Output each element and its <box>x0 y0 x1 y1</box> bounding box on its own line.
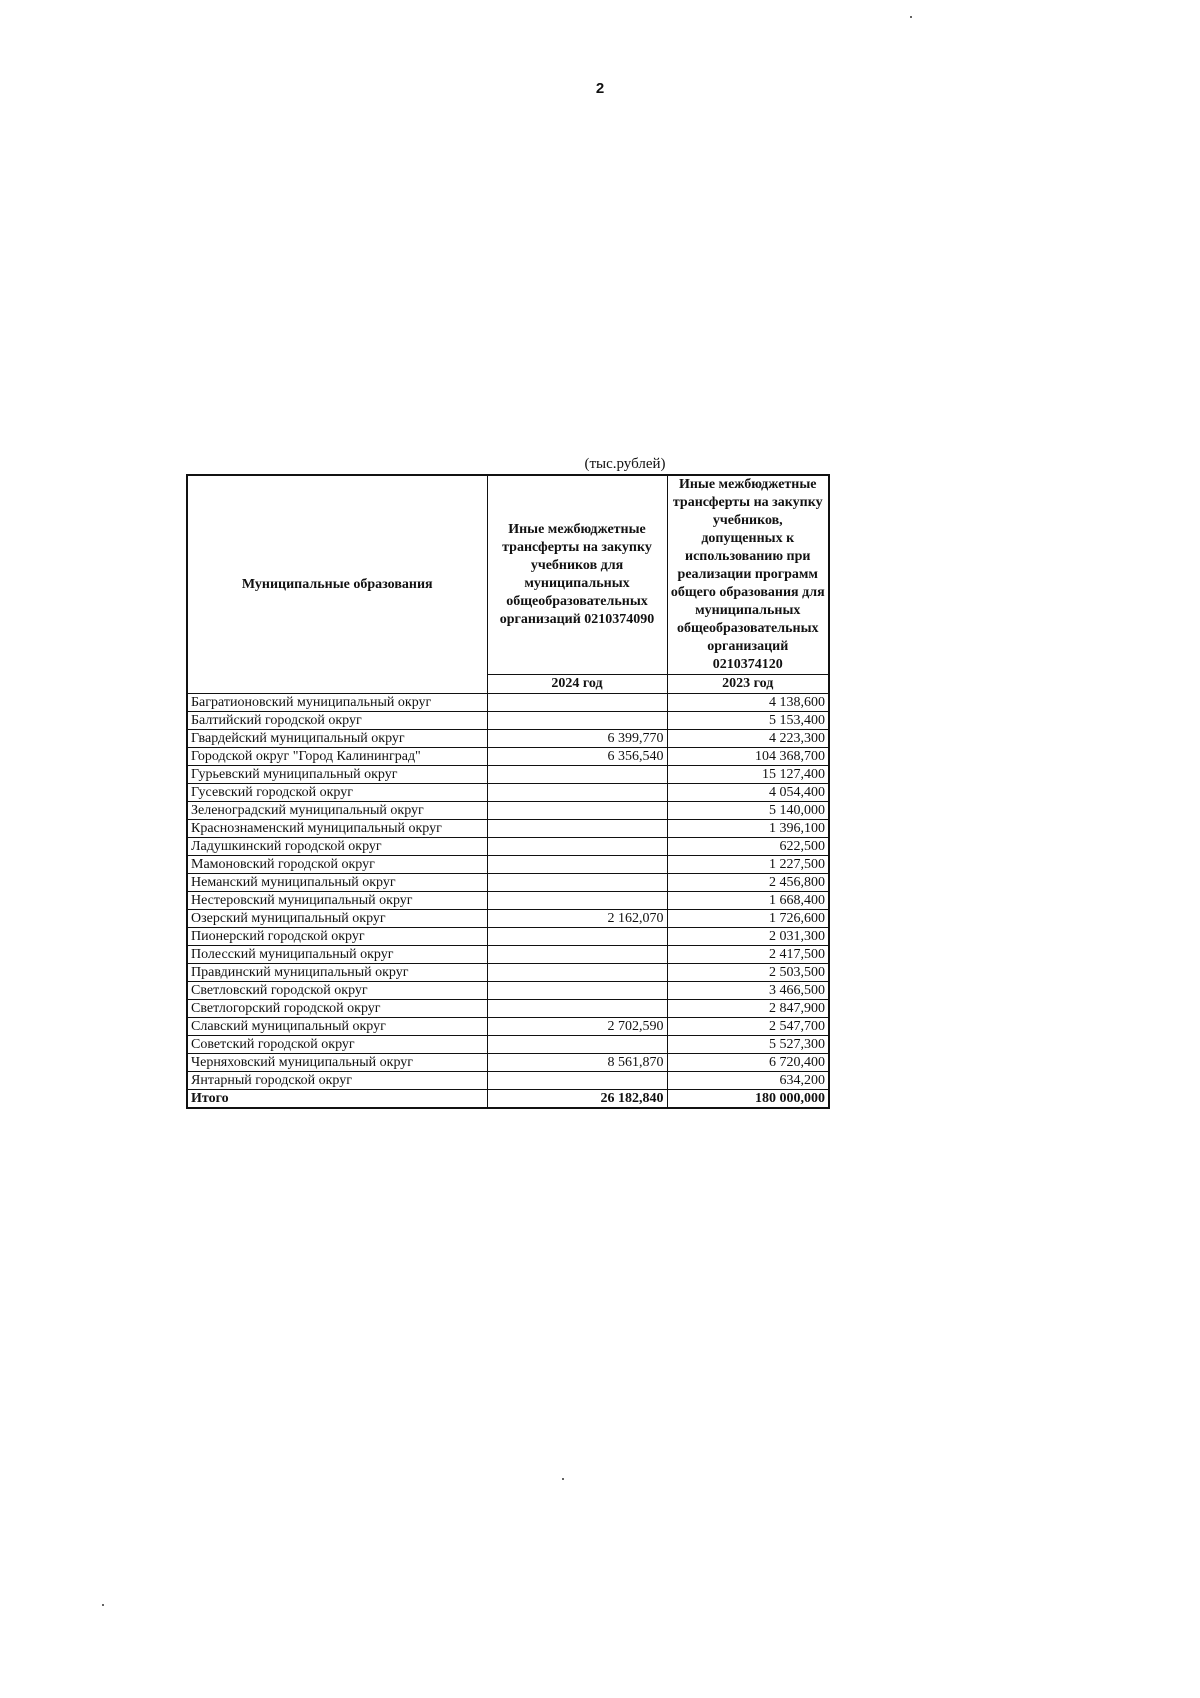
table-row <box>187 946 829 964</box>
amount-2023: 1 726,600 <box>667 910 829 928</box>
header-year-a: 2024 год <box>487 675 667 694</box>
transfers-table <box>186 474 830 1109</box>
total-label: Итого <box>187 1090 487 1109</box>
amount-2023: 4 054,400 <box>667 784 829 802</box>
table-row <box>187 694 829 712</box>
header-year-b: 2023 год <box>667 675 829 694</box>
table-row <box>187 748 829 766</box>
amount-2024 <box>487 784 667 802</box>
units-label: (тыс.рублей) <box>584 456 666 472</box>
table-row <box>187 820 829 838</box>
amount-2023: 2 031,300 <box>667 928 829 946</box>
amount-2024 <box>487 892 667 910</box>
amount-2023: 2 547,700 <box>667 1018 829 1036</box>
table-row <box>187 838 829 856</box>
amount-2024 <box>487 874 667 892</box>
table-row <box>187 766 829 784</box>
table-row <box>187 964 829 982</box>
municipality-name: Советский городской округ <box>187 1036 487 1054</box>
table-row <box>187 784 829 802</box>
amount-2024: 6 399,770 <box>487 730 667 748</box>
amount-2024 <box>487 820 667 838</box>
amount-2024 <box>487 982 667 1000</box>
table-header-row <box>187 475 829 675</box>
municipality-name: Пионерский городской округ <box>187 928 487 946</box>
municipality-name: Багратионовский муниципальный округ <box>187 694 487 712</box>
amount-2023: 15 127,400 <box>667 766 829 784</box>
header-col-b: Иные межбюджетные трансферты на закупку учебников, допущенных к использованию при реализации программ общего образования для муниципальных общеобразовательных организаций 0210374120 <box>667 475 829 675</box>
table-row <box>187 1000 829 1018</box>
header-municipalities: Муниципальные образования <box>187 475 487 694</box>
table-body <box>187 694 829 1109</box>
table-row <box>187 1018 829 1036</box>
municipality-name: Ладушкинский городской округ <box>187 838 487 856</box>
municipality-name: Гусевский городской округ <box>187 784 487 802</box>
amount-2023: 104 368,700 <box>667 748 829 766</box>
municipality-name: Полесский муниципальный округ <box>187 946 487 964</box>
municipality-name: Светловский городской округ <box>187 982 487 1000</box>
amount-2024 <box>487 928 667 946</box>
table-row <box>187 1054 829 1072</box>
amount-2024 <box>487 1000 667 1018</box>
municipality-name: Светлогорский городской округ <box>187 1000 487 1018</box>
municipality-name: Балтийский городской округ <box>187 712 487 730</box>
municipality-name: Краснознаменский муниципальный округ <box>187 820 487 838</box>
amount-2024: 2 702,590 <box>487 1018 667 1036</box>
amount-2023: 2 456,800 <box>667 874 829 892</box>
table-row <box>187 982 829 1000</box>
amount-2024: 6 356,540 <box>487 748 667 766</box>
amount-2023: 4 138,600 <box>667 694 829 712</box>
amount-2023: 4 223,300 <box>667 730 829 748</box>
amount-2024 <box>487 838 667 856</box>
amount-2023: 622,500 <box>667 838 829 856</box>
amount-2024 <box>487 856 667 874</box>
amount-2024 <box>487 964 667 982</box>
municipality-name: Черняховский муниципальный округ <box>187 1054 487 1072</box>
amount-2024 <box>487 712 667 730</box>
table-row <box>187 1036 829 1054</box>
municipality-name: Правдинский муниципальный округ <box>187 964 487 982</box>
scan-speck <box>562 1478 564 1480</box>
scan-speck <box>910 16 912 18</box>
municipality-name: Зеленоградский муниципальный округ <box>187 802 487 820</box>
amount-2023: 1 396,100 <box>667 820 829 838</box>
total-2024: 26 182,840 <box>487 1090 667 1109</box>
amount-2024 <box>487 766 667 784</box>
municipality-name: Славский муниципальный округ <box>187 1018 487 1036</box>
page-number: 2 <box>595 80 605 97</box>
amount-2023: 6 720,400 <box>667 1054 829 1072</box>
table-row <box>187 928 829 946</box>
amount-2024 <box>487 1072 667 1090</box>
amount-2023: 2 417,500 <box>667 946 829 964</box>
amount-2023: 5 153,400 <box>667 712 829 730</box>
municipality-name: Озерский муниципальный округ <box>187 910 487 928</box>
amount-2023: 1 668,400 <box>667 892 829 910</box>
amount-2024: 8 561,870 <box>487 1054 667 1072</box>
table-row <box>187 1072 829 1090</box>
municipality-name: Городской округ "Город Калининград" <box>187 748 487 766</box>
amount-2024: 2 162,070 <box>487 910 667 928</box>
table-row <box>187 874 829 892</box>
municipality-name: Гурьевский муниципальный округ <box>187 766 487 784</box>
amount-2024 <box>487 946 667 964</box>
table-row <box>187 712 829 730</box>
municipality-name: Неманский муниципальный округ <box>187 874 487 892</box>
total-row <box>187 1090 829 1109</box>
table-row <box>187 856 829 874</box>
table-row <box>187 802 829 820</box>
amount-2023: 634,200 <box>667 1072 829 1090</box>
header-col-a: Иные межбюджетные трансферты на закупку учебников для муниципальных общеобразовательных организаций 0210374090 <box>487 475 667 675</box>
table-row <box>187 910 829 928</box>
table-row <box>187 730 829 748</box>
scan-speck <box>102 1604 104 1606</box>
municipality-name: Янтарный городской округ <box>187 1072 487 1090</box>
municipality-name: Гвардейский муниципальный округ <box>187 730 487 748</box>
table-row <box>187 892 829 910</box>
amount-2024 <box>487 1036 667 1054</box>
amount-2023: 2 847,900 <box>667 1000 829 1018</box>
amount-2023: 2 503,500 <box>667 964 829 982</box>
amount-2024 <box>487 694 667 712</box>
amount-2023: 5 527,300 <box>667 1036 829 1054</box>
municipality-name: Нестеровский муниципальный округ <box>187 892 487 910</box>
amount-2023: 1 227,500 <box>667 856 829 874</box>
amount-2023: 3 466,500 <box>667 982 829 1000</box>
total-2023: 180 000,000 <box>667 1090 829 1109</box>
municipality-name: Мамоновский городской округ <box>187 856 487 874</box>
amount-2024 <box>487 802 667 820</box>
amount-2023: 5 140,000 <box>667 802 829 820</box>
